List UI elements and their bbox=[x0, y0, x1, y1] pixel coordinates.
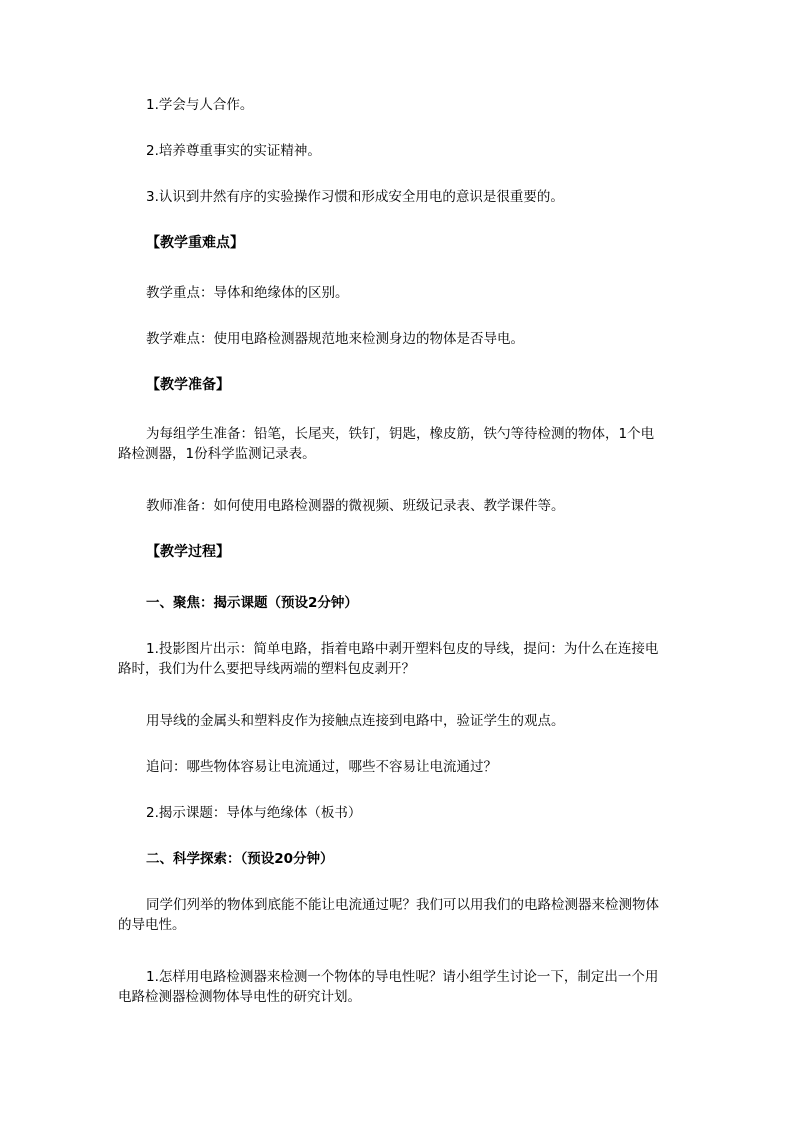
subheading-exploration: 二、科学探索：（预设20分钟） bbox=[146, 851, 334, 867]
exploration-step-1: 1.怎样用电路检测器来检测一个物体的导电性呢？请小组学生讨论一下，制定出一个用电路检测器检测物体导电性的研究计划。 bbox=[118, 969, 659, 1005]
student-preparation-text: 为每组学生准备：铅笔，长尾夹，铁钉，钥匙，橡皮筋，铁勺等待检测的物体，1个电路检测器，1份科学监测记录表。 bbox=[118, 426, 655, 462]
section-heading-preparation: 【教学准备】 bbox=[146, 377, 230, 393]
difficult-point-text: 教学难点：使用电路检测器规范地来检测身边的物体是否导电。 bbox=[146, 331, 524, 347]
focus-step-2: 2.揭示课题：导体与绝缘体（板书） bbox=[146, 805, 362, 821]
key-point-text: 教学重点：导体和绝缘体的区别。 bbox=[146, 285, 349, 301]
focus-step-1: 1.投影图片出示：简单电路，指着电路中剥开塑料包皮的导线，提问：为什么在连接电路时，我们为什么要把导线两端的塑料包皮剥开？ bbox=[118, 641, 659, 677]
section-heading-process: 【教学过程】 bbox=[146, 544, 230, 560]
focus-followup-question: 追问：哪些物体容易让电流通过，哪些不容易让电流通过？ bbox=[146, 759, 497, 775]
goal-item-3: 3.认识到井然有序的实验操作习惯和形成安全用电的意识是很重要的。 bbox=[146, 189, 564, 205]
focus-verify-text: 用导线的金属头和塑料皮作为接触点连接到电路中，验证学生的观点。 bbox=[146, 713, 565, 729]
goal-item-1: 1.学会与人合作。 bbox=[146, 97, 254, 113]
subheading-focus: 一、聚焦：揭示课题（预设2分钟） bbox=[146, 595, 358, 611]
goal-item-2: 2.培养尊重事实的实证精神。 bbox=[146, 143, 321, 159]
teacher-preparation-text: 教师准备：如何使用电路检测器的微视频、班级记录表、教学课件等。 bbox=[146, 498, 565, 514]
exploration-intro: 同学们列举的物体到底能不能让电流通过呢？我们可以用我们的电路检测器来检测物体的导电性。 bbox=[118, 897, 659, 933]
section-heading-key-points: 【教学重难点】 bbox=[146, 235, 244, 251]
